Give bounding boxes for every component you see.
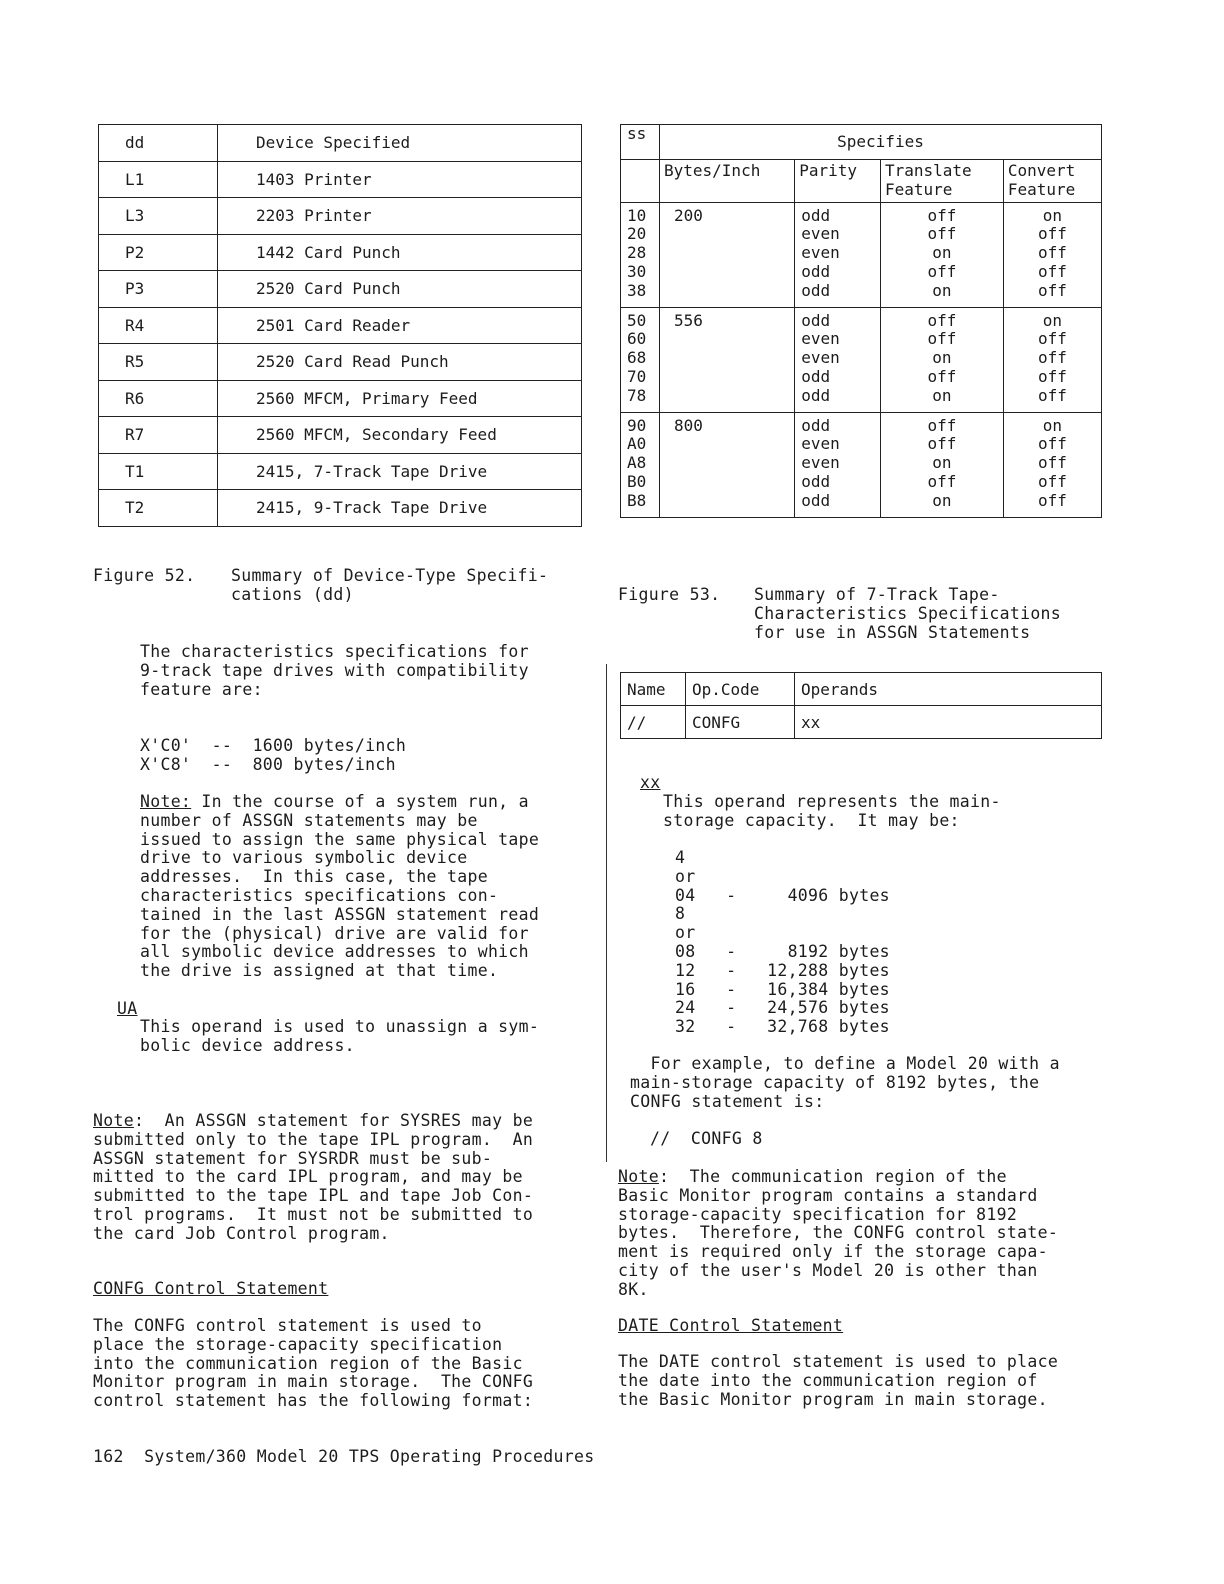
device-code: R7 [99, 417, 218, 454]
note-2-label: Note [93, 1111, 134, 1130]
col-parity: Parity [795, 160, 881, 203]
header-dd: dd [99, 125, 218, 162]
bytes-per-inch: 556 [660, 307, 795, 412]
device-description: 2203 Printer [218, 198, 582, 235]
convert-values: on off off off off [1003, 202, 1101, 307]
col-bytes-per-inch: Bytes/Inch [660, 160, 795, 203]
device-description: 2415, 9-Track Tape Drive [218, 490, 582, 527]
translate-values: off off on off on [880, 307, 1003, 412]
example-text: For example, to define a Model 20 with a main-storage capacity of 8192 bytes, the CONFG statement is: [630, 1054, 1060, 1111]
figure-53-title-row [621, 125, 1102, 160]
figure-52-body [99, 125, 582, 527]
date-heading: DATE Control Statement [618, 1316, 844, 1335]
note-3-text: : The communication region of the Basic Monitor program contains a standard storage-capacity specification for 8192 bytes. Therefore, the CONFG control state- ment is required only if the storage capa- city of the user's Model 20 is other than 8K. [618, 1167, 1059, 1299]
header-specifies: Specifies [660, 125, 1102, 160]
device-row [99, 161, 582, 198]
ss-codes: 10 20 28 30 38 [621, 202, 660, 307]
page-footer: 162 System/360 Model 20 TPS Operating Procedures [93, 1447, 595, 1466]
note-1-label: Note: [140, 792, 192, 811]
parity-values: odd even even odd odd [795, 307, 881, 412]
device-row [99, 198, 582, 235]
bytes-per-inch: 800 [660, 412, 795, 517]
device-row [99, 271, 582, 308]
col-convert-feature: Convert Feature [1003, 160, 1101, 203]
header-device-specified: Device Specified [218, 125, 582, 162]
figure-52-table [98, 124, 582, 527]
device-row [99, 380, 582, 417]
para-9-track: The characteristics specifications for 9-track tape drives with compatibility feature are: [140, 642, 529, 699]
bytes-per-inch: 200 [660, 202, 795, 307]
device-row [99, 234, 582, 271]
format-header-opcode: Op.Code [686, 673, 795, 706]
confg-format-table [620, 672, 1102, 739]
device-description: 2560 MFCM, Secondary Feed [218, 417, 582, 454]
note-3 [618, 1168, 1058, 1300]
ua-text: This operand is used to unassign a sym- bolic device address. [140, 1017, 540, 1055]
format-opcode: CONFG [686, 706, 795, 739]
note-3-label: Note [618, 1167, 659, 1186]
code-list: X'C0' -- 1600 bytes/inch X'C8' -- 800 bytes/inch [140, 736, 407, 774]
tape-spec-group [621, 412, 1102, 517]
device-row [99, 490, 582, 527]
figure-52-caption-text: Summary of Device-Type Specifi- cations (dd) [231, 566, 549, 604]
device-code: P2 [99, 234, 218, 271]
tape-spec-group [621, 202, 1102, 307]
device-code: R6 [99, 380, 218, 417]
device-description: 2520 Card Read Punch [218, 344, 582, 381]
col-translate-feature: Translate Feature [880, 160, 1003, 203]
device-code: T2 [99, 490, 218, 527]
convert-values: on off off off off [1003, 412, 1101, 517]
figure-53-caption-label: Figure 53. [618, 585, 721, 604]
device-code: R5 [99, 344, 218, 381]
figure-52-header-row [99, 125, 582, 162]
xx-text: This operand represents the main- storage capacity. It may be: [663, 792, 1001, 830]
confg-text: The CONFG control statement is used to place the storage-capacity specification into the communication region of the Basic Monitor program in main storage. The CONFG control statement has the following format: [93, 1316, 534, 1411]
ua-label: UA [117, 999, 138, 1018]
format-name: // [621, 706, 686, 739]
device-row [99, 417, 582, 454]
figure-52-caption-label: Figure 52. [93, 566, 196, 585]
format-operands: xx [795, 706, 1102, 739]
device-row [99, 344, 582, 381]
device-code: L1 [99, 161, 218, 198]
figure-53-body [621, 125, 1102, 518]
convert-values: on off off off off [1003, 307, 1101, 412]
device-description: 2501 Card Reader [218, 307, 582, 344]
device-code: T1 [99, 453, 218, 490]
device-code: R4 [99, 307, 218, 344]
parity-values: odd even even odd odd [795, 412, 881, 517]
figure-53-caption-text: Summary of 7-Track Tape- Characteristics Specifications for use in ASSGN Statements [754, 585, 1062, 642]
device-row [99, 307, 582, 344]
device-code: L3 [99, 198, 218, 235]
note-1-text: In the course of a system run, a number of ASSGN statements may be issued to assign the same physical tape drive to various symbolic device addresses. In this case, the tape characteristics specifications con- tained in the last ASSGN statement read for the (physical) drive are valid for all symbolic device addresses to which the drive is assigned at that time. [140, 792, 540, 981]
device-description: 2560 MFCM, Primary Feed [218, 380, 582, 417]
device-description: 1442 Card Punch [218, 234, 582, 271]
format-header-name: Name [621, 673, 686, 706]
format-header-row [621, 673, 1102, 706]
device-row [99, 453, 582, 490]
example-statement: // CONFG 8 [650, 1129, 763, 1148]
note-2 [93, 1112, 533, 1244]
format-header-operands: Operands [795, 673, 1102, 706]
note-2-text: : An ASSGN statement for SYSRES may be submitted only to the tape IPL program. An ASSGN statement for SYSRDR must be sub- mitted to the card IPL program, and may be submitted to the tape IPL and tape Job Con- trol programs. It must not be submitted to the card Job Control program. [93, 1111, 534, 1243]
subheader-blank [621, 160, 660, 203]
confg-heading: CONFG Control Statement [93, 1279, 329, 1298]
device-code: P3 [99, 271, 218, 308]
ss-codes: 50 60 68 70 78 [621, 307, 660, 412]
ss-codes: 90 A0 A8 B0 B8 [621, 412, 660, 517]
translate-values: off off on off on [880, 202, 1003, 307]
device-description: 1403 Printer [218, 161, 582, 198]
device-description: 2520 Card Punch [218, 271, 582, 308]
xx-label: xx [640, 773, 661, 792]
translate-values: off off on off on [880, 412, 1003, 517]
parity-values: odd even even odd odd [795, 202, 881, 307]
format-row [621, 706, 1102, 739]
header-ss: ss [621, 125, 660, 160]
tape-spec-group [621, 307, 1102, 412]
capacity-list: 4 or 04 - 4096 bytes 8 or 08 - 8192 bytes 12 - 12,288 bytes 16 - 16,384 bytes 24 - 24,576 bytes 32 - 32,768 bytes [675, 848, 890, 1037]
date-text: The DATE control statement is used to place the date into the communication region of the Basic Monitor program in main storage. [618, 1352, 1059, 1409]
device-description: 2415, 7-Track Tape Drive [218, 453, 582, 490]
note-1 [140, 793, 539, 981]
figure-53-table [620, 124, 1102, 518]
column-divider [606, 664, 607, 1162]
figure-53-subheader-row [621, 160, 1102, 203]
